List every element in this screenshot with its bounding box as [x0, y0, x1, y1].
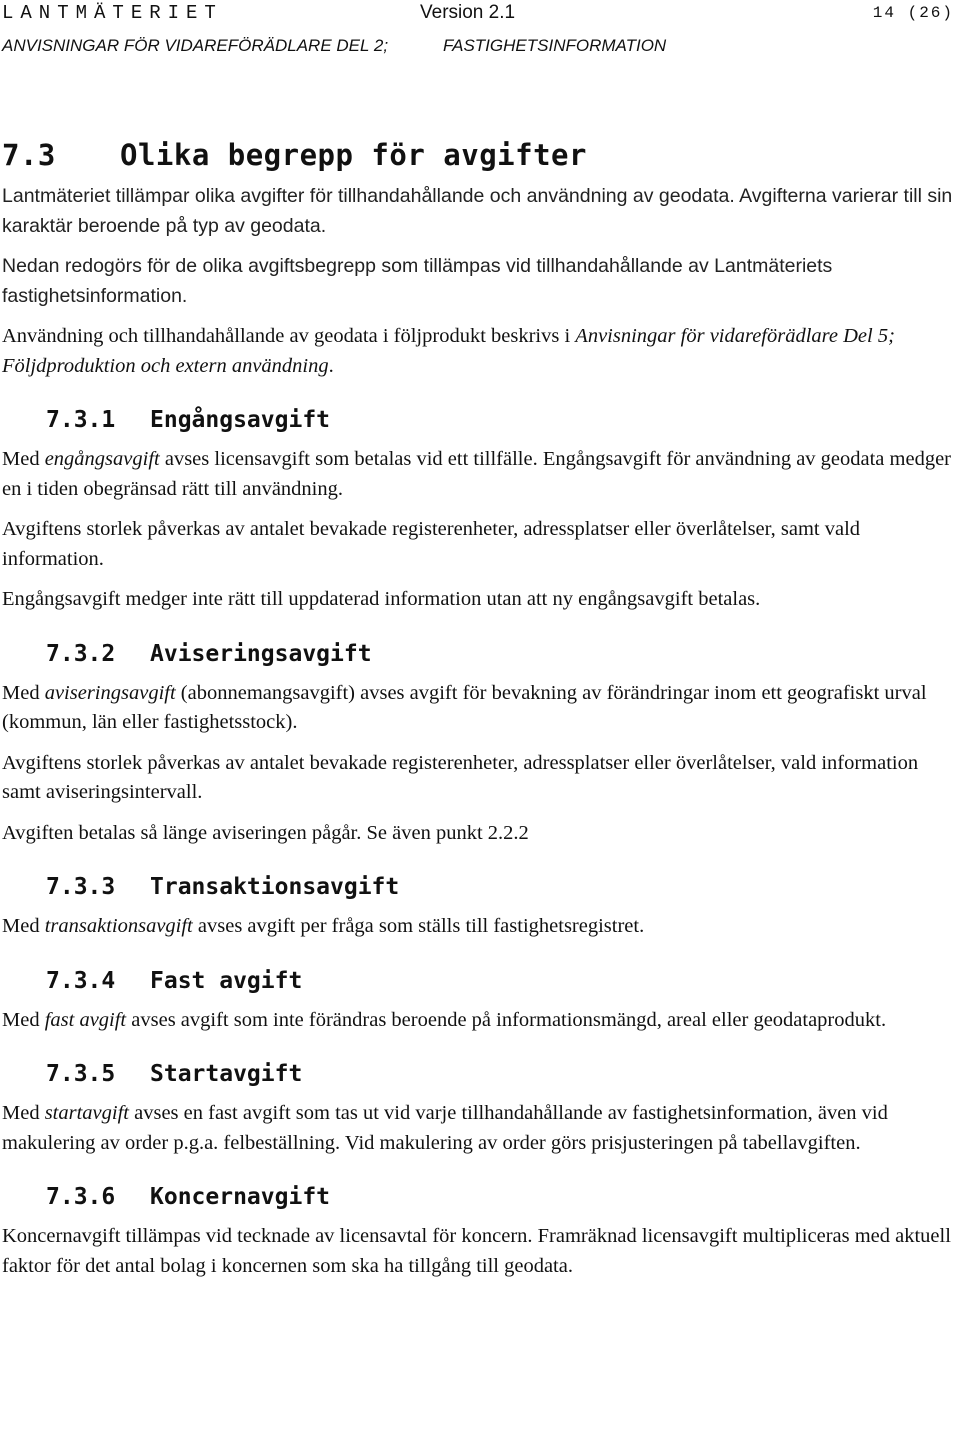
paragraph: Koncernavgift tillämpas vid tecknade av licensavtal för koncern. Framräknad licensavgift multipliceras med aktuell faktor för det antal bolag i koncernen som ska ha tillgång till geodata. — [2, 1225, 951, 1277]
paragraph — [2, 1099, 958, 1158]
text: Med — [2, 915, 45, 937]
subsection-number: 7.3.6 — [46, 1184, 116, 1210]
subsection-heading-startavgift — [46, 1061, 958, 1087]
text: Med — [2, 1102, 45, 1124]
subsection-title: Startavgift — [150, 1061, 303, 1087]
term: aviseringsavgift — [44, 681, 176, 704]
term: startavgift — [44, 1102, 129, 1124]
subsection-heading-transaktionsavgift — [46, 874, 958, 900]
subsection-heading-fast-avgift — [46, 968, 958, 994]
subsection-title: Koncernavgift — [150, 1184, 331, 1210]
usage-paragraph — [2, 322, 958, 381]
paragraph: Avgiftens storlek påverkas av antalet bevakade registerenheter, adressplatser eller överlåtelser, vald information samt aviseringsintervall. — [2, 751, 919, 803]
subsection-number: 7.3.2 — [46, 640, 116, 667]
paragraph: Engångsavgift medger inte rätt till uppdaterad information utan att ny engångsavgift betalas. — [2, 588, 761, 610]
section-title: Olika begrepp för avgifter — [120, 138, 587, 172]
paragraph — [2, 1006, 958, 1036]
text: Med — [2, 448, 45, 470]
document-title-bar — [2, 36, 958, 62]
subsection-number: 7.3.4 — [46, 967, 116, 994]
text: avses licensavgift som betalas vid ett tillfälle. Engångsavgift för användning av geodata medger en i tiden obegränsad rätt till användning. — [2, 448, 952, 500]
subsection-number: 7.3.1 — [46, 407, 116, 433]
organization-name: LANTMÄTERIET — [2, 2, 223, 24]
subsection-number: 7.3.5 — [46, 1061, 116, 1087]
subsection-title: Aviseringsavgift — [150, 640, 372, 667]
text: (abonnemangsavgift) avses avgift för bevakning av förändringar inom ett geografiskt urval (kommun, län eller fastighetsstock). — [2, 681, 927, 733]
document-title: ANVISNINGAR FÖR VIDAREFÖRÄDLARE DEL 2; — [2, 36, 389, 55]
paragraph: Avgiften betalas så länge aviseringen pågår. Se även punkt 2.2.2 — [2, 821, 529, 844]
term: engångsavgift — [44, 448, 160, 470]
usage-suffix: . — [328, 354, 334, 377]
subsection-title: Transaktionsavgift — [150, 874, 400, 900]
section-number: 7.3 — [2, 138, 56, 172]
version-label: Version 2.1 — [420, 2, 516, 23]
text: Med — [2, 1008, 45, 1031]
paragraph — [2, 912, 958, 942]
subsection-heading-engangsavgift — [46, 407, 958, 433]
paragraph: Avgiftens storlek påverkas av antalet bevakade registerenheter, adressplatser eller överlåtelser, samt vald information. — [2, 518, 861, 570]
document-subtitle: FASTIGHETSINFORMATION — [443, 36, 667, 55]
text: Med — [2, 681, 45, 704]
term: fast avgift — [44, 1008, 127, 1031]
section-heading — [2, 138, 958, 172]
paragraph — [2, 679, 958, 738]
page-header — [2, 2, 958, 30]
usage-text: Användning och tillhandahållande av geodata i följprodukt beskrivs i — [2, 325, 576, 347]
subsection-title: Engångsavgift — [150, 407, 331, 433]
page-number: 14 (26) — [872, 4, 954, 22]
intro-paragraph-1: Lantmäteriet tillämpar olika avgifter för tillhandahållande och användning av geodata. Avgifterna varierar till sin karaktär beroende på typ av geodata. — [2, 185, 953, 237]
intro-paragraph-2: Nedan redogörs för de olika avgiftsbegrepp som tillämpas vid tillhandahållande av Lantmäteriets fastighetsinformation. — [2, 255, 833, 307]
paragraph — [2, 445, 958, 504]
subsection-heading-koncernavgift — [46, 1184, 958, 1210]
subsection-heading-aviseringsavgift — [46, 641, 958, 667]
text: avses avgift per fråga som ställs till fastighetsregistret. — [192, 915, 645, 937]
text: avses en fast avgift som tas ut vid varje tillhandahållande av fastighetsinformation, även vid makulering av order p.g.a. felbeställning. Vid makulering av order görs prisjusteringen på tabellavgiften. — [2, 1102, 888, 1154]
term: transaktionsavgift — [44, 915, 193, 937]
subsection-title: Fast avgift — [150, 967, 303, 994]
usage-reference: Anvisningar för vidareförädlare Del 5; Följdproduktion och extern användning — [2, 325, 895, 377]
text: avses avgift som inte förändras beroende på informationsmängd, areal eller geodataprodukt. — [126, 1008, 887, 1031]
subsection-number: 7.3.3 — [46, 874, 116, 900]
document-body — [2, 138, 958, 1292]
